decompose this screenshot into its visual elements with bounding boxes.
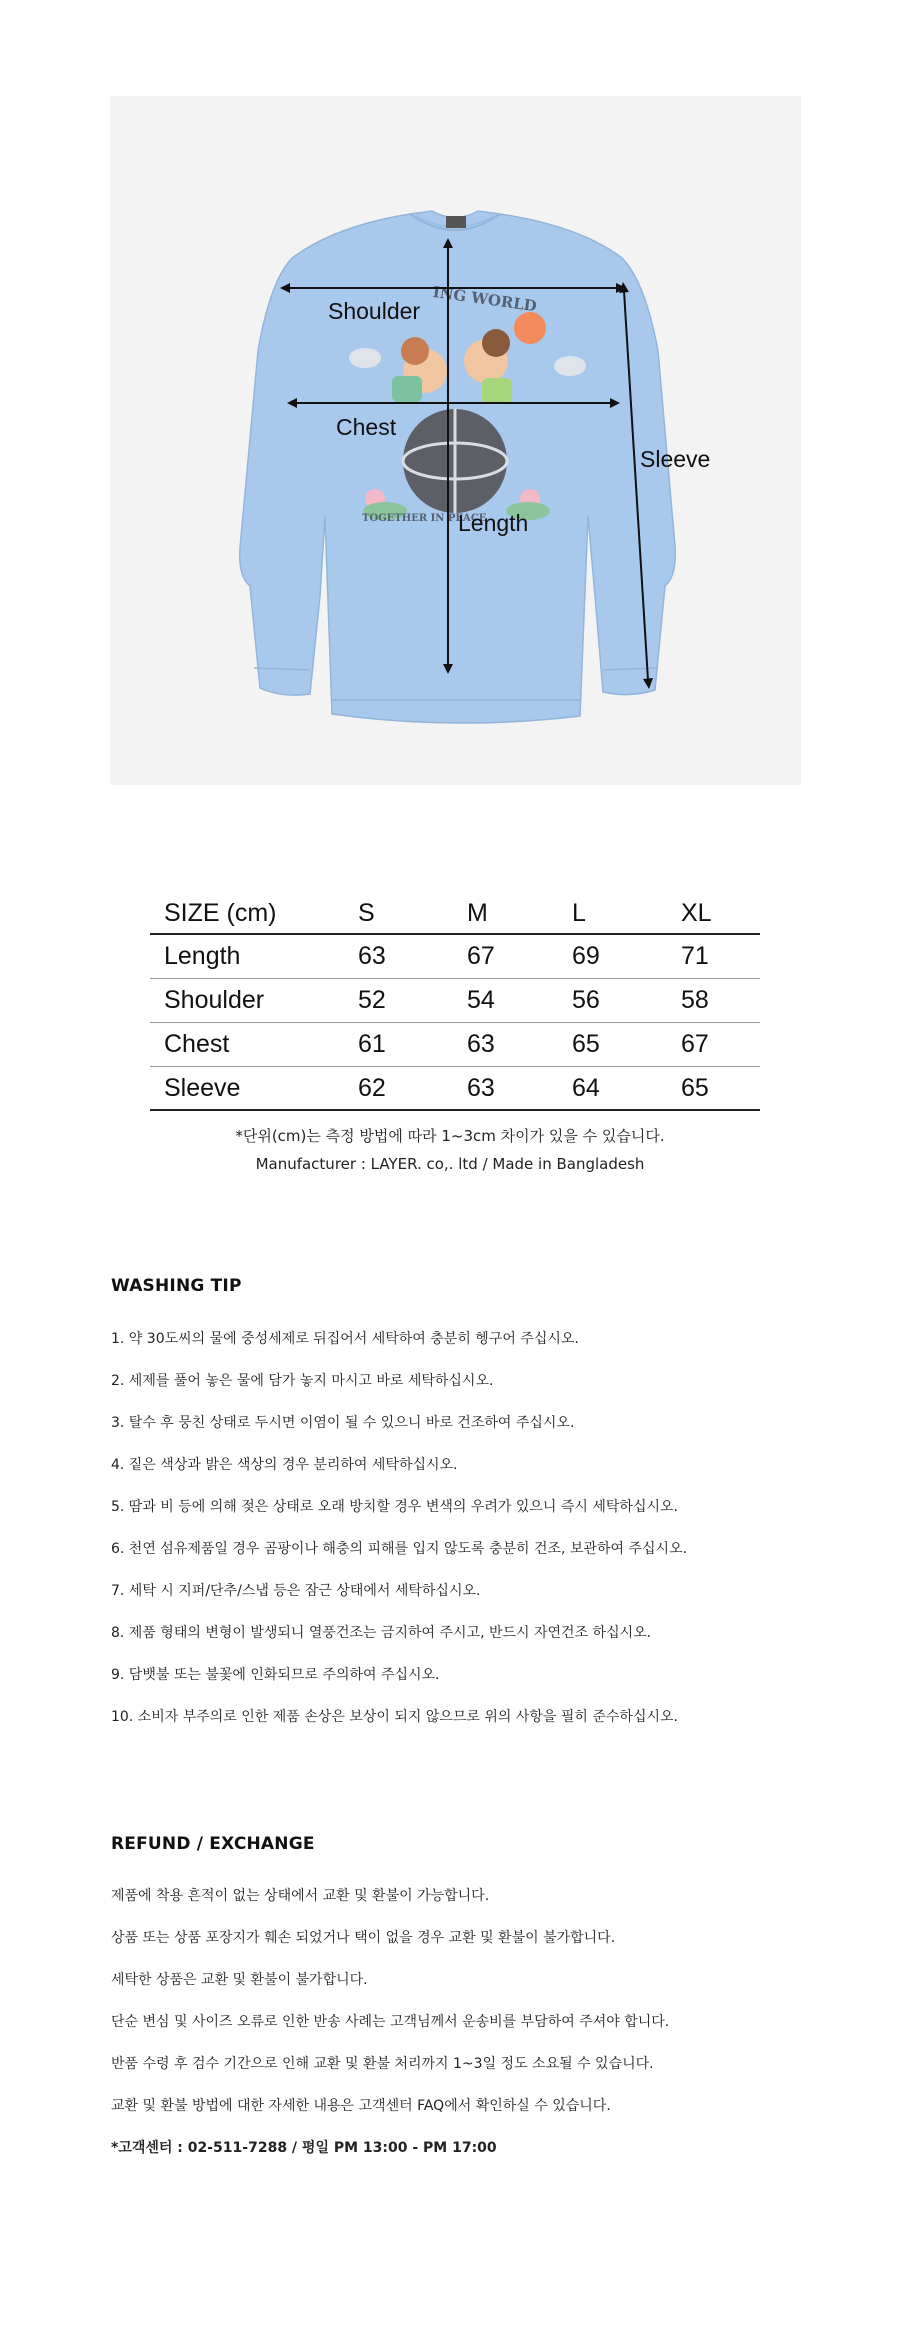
size-row-label: Sleeve: [164, 1073, 241, 1102]
size-cell: 67: [467, 942, 495, 970]
size-cell: 67: [681, 1030, 709, 1058]
size-table-row: [150, 979, 760, 1023]
washing-tip-item: 7. 세탁 시 지퍼/단추/스냅 등은 잠근 상태에서 세탁하십시오.: [111, 1583, 481, 1599]
refund-exchange-title: REFUND / EXCHANGE: [111, 1834, 315, 1854]
washing-tip-item: 9. 담뱃불 또는 불꽃에 인화되므로 주의하여 주십시오.: [111, 1667, 440, 1683]
washing-tip-item: 2. 세제를 풀어 놓은 물에 담가 놓지 마시고 바로 세탁하십시오.: [111, 1373, 494, 1389]
washing-tip-item: 10. 소비자 부주의로 인한 제품 손상은 보상이 되지 않으므로 위의 사항을 필히 준수하십시오.: [111, 1709, 678, 1725]
size-header-cell: XL: [681, 898, 712, 927]
size-cell: 63: [467, 1030, 495, 1058]
washing-tip-item: 6. 천연 섬유제품일 경우 곰팡이나 해충의 피해를 입지 않도록 충분히 건조, 보관하여 주십시오.: [111, 1541, 688, 1557]
size-cell: 65: [681, 1073, 709, 1102]
size-cell: 71: [681, 942, 709, 970]
size-table-row: [150, 1023, 760, 1067]
sleeve-label: Sleeve: [640, 446, 711, 472]
size-table-row: [150, 1067, 760, 1111]
size-header-cell: S: [358, 898, 375, 927]
size-row-label: Shoulder: [164, 986, 265, 1014]
svg-text:TOGETHER IN PEACE: TOGETHER IN PEACE: [362, 513, 487, 524]
refund-policy-item: 상품 또는 상품 포장지가 훼손 되었거나 택이 없을 경우 교환 및 환불이 불가합니다.: [111, 1930, 616, 1946]
washing-tip-item: 3. 탈수 후 뭉친 상태로 두시면 이염이 될 수 있으니 바로 건조하여 주십시오.: [111, 1415, 575, 1431]
refund-policy-item: 반품 수령 후 검수 기간으로 인해 교환 및 환불 처리까지 1~3일 정도 소요될 수 있습니다.: [111, 2056, 654, 2072]
size-cell: 65: [572, 1030, 600, 1058]
washing-tip-item: 8. 제품 형태의 변형이 발생되니 열풍건조는 금지하여 주시고, 반드시 자연건조 하십시오.: [111, 1625, 652, 1641]
size-cell: 62: [358, 1073, 386, 1102]
size-header-cell: M: [467, 898, 488, 927]
washing-tip-item: 1. 약 30도씨의 물에 중성세제로 뒤집어서 세탁하여 충분히 헹구어 주십시오.: [111, 1331, 579, 1347]
size-cell: 63: [358, 942, 386, 970]
refund-policy-item: 교환 및 환불 방법에 대한 자세한 내용은 고객센터 FAQ에서 확인하실 수 있습니다.: [111, 2098, 611, 2114]
washing-tip-item: 5. 땀과 비 등에 의해 젖은 상태로 오래 방치할 경우 변색의 우려가 있으니 즉시 세탁하십시오.: [111, 1499, 678, 1515]
washing-tip-item: 4. 짙은 색상과 밝은 색상의 경우 분리하여 세탁하십시오.: [111, 1457, 458, 1473]
refund-policy-item: 세탁한 상품은 교환 및 환불이 불가합니다.: [111, 1972, 368, 1988]
washing-tip-title: WASHING TIP: [111, 1276, 242, 1296]
length-label: Length: [458, 510, 529, 536]
sweatshirt-illustration: [110, 96, 801, 785]
neck-label: [446, 216, 466, 228]
product-measurement-figure: [110, 96, 801, 785]
size-table: [150, 893, 760, 1111]
size-cell: 56: [572, 986, 600, 1014]
size-cell: 64: [572, 1073, 600, 1102]
size-row-label: Length: [164, 942, 241, 970]
size-cell: 52: [358, 986, 386, 1014]
customer-center-contact: *고객센터 : 02-511-7288 / 평일 PM 13:00 - PM 17:00: [111, 2140, 497, 2156]
size-cell: 61: [358, 1030, 386, 1058]
size-header-cell: SIZE (cm): [164, 898, 277, 927]
size-cell: 63: [467, 1073, 495, 1102]
size-cell: 54: [467, 986, 495, 1014]
size-header-cell: L: [572, 898, 586, 927]
svg-text:ING WORLD: ING WORLD: [431, 282, 538, 316]
shoulder-label: Shoulder: [328, 298, 421, 324]
refund-policy-item: 단순 변심 및 사이즈 오류로 인한 반송 사례는 고객님께서 운송비를 부담하여 주셔야 합니다.: [111, 2014, 670, 2030]
size-table-row: [150, 935, 760, 979]
manufacturer-note: Manufacturer : LAYER. co,. ltd / Made in Bangladesh: [255, 1155, 645, 1173]
chest-label: Chest: [336, 414, 397, 440]
unit-note: *단위(cm)는 측정 방법에 따라 1~3cm 차이가 있을 수 있습니다.: [235, 1127, 665, 1145]
size-cell: 69: [572, 942, 600, 970]
refund-policy-item: 제품에 착용 흔적이 없는 상태에서 교환 및 환불이 가능합니다.: [111, 1888, 490, 1904]
size-row-label: Chest: [164, 1030, 230, 1058]
size-cell: 58: [681, 986, 709, 1014]
size-table-header: [150, 893, 760, 935]
